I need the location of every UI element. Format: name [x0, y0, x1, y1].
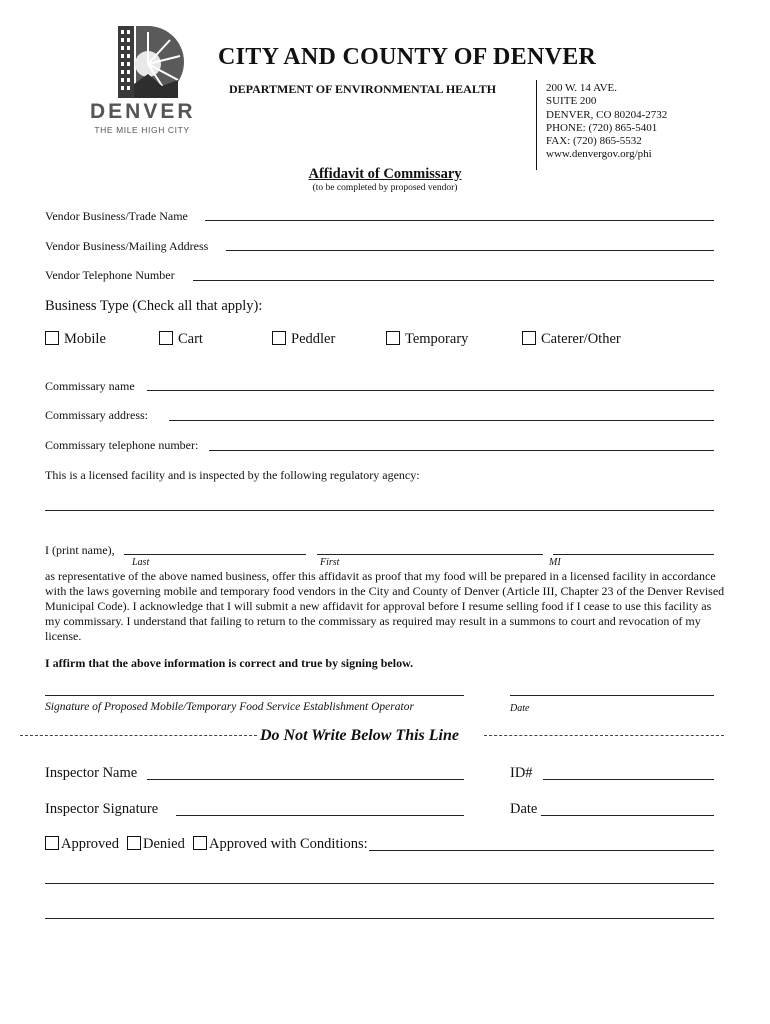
checkbox-label: Approved with Conditions:	[209, 836, 368, 852]
website-link[interactable]: www.denvergov.org/phi	[546, 148, 652, 161]
operator-signature-field[interactable]	[45, 695, 464, 696]
commissary-phone-field[interactable]	[209, 450, 714, 451]
address-line: 200 W. 14 AVE.	[546, 82, 618, 94]
denver-skyline-icon	[90, 24, 194, 102]
checkbox-label: Temporary	[405, 331, 469, 347]
checkbox-box[interactable]	[386, 331, 400, 345]
affirm-statement: I affirm that the above information is correct and true by signing below.	[45, 656, 414, 670]
checkbox-peddler[interactable]	[272, 331, 335, 348]
form-subtitle: (to be completed by proposed vendor)	[312, 183, 458, 193]
checkbox-box[interactable]	[193, 836, 207, 850]
department-address	[546, 82, 667, 162]
commissary-address-label: Commissary address:	[45, 408, 148, 422]
department-name: DEPARTMENT OF ENVIRONMENTAL HEALTH	[229, 82, 497, 96]
commissary-phone-label: Commissary telephone number:	[45, 438, 199, 452]
conditions-line-2[interactable]	[45, 883, 714, 884]
checkbox-label: Cart	[178, 331, 203, 347]
middle-initial-field[interactable]	[553, 554, 714, 555]
checkbox-box[interactable]	[159, 331, 173, 345]
vendor-name-field[interactable]	[205, 220, 714, 221]
conditions-line-3[interactable]	[45, 918, 714, 919]
checkbox-cart[interactable]	[159, 331, 203, 348]
checkbox-box[interactable]	[522, 331, 536, 345]
commissary-name-field[interactable]	[147, 390, 714, 391]
checkbox-box[interactable]	[272, 331, 286, 345]
middle-initial-caption: MI	[549, 557, 561, 568]
logo-wordmark: DENVER	[90, 100, 196, 123]
vendor-phone-field[interactable]	[193, 280, 714, 281]
commissary-address-field[interactable]	[169, 420, 714, 421]
checkbox-temporary[interactable]	[386, 331, 468, 348]
divider-right	[484, 735, 724, 736]
checkbox-label: Mobile	[64, 331, 106, 347]
checkbox-label: Denied	[143, 836, 185, 852]
checkbox-box[interactable]	[45, 836, 59, 850]
inspector-name-field[interactable]	[147, 779, 464, 780]
inspector-signature-label: Inspector Signature	[45, 801, 159, 817]
licensed-facility-text: This is a licensed facility and is inspected by the following regulatory agency:	[45, 468, 420, 482]
checkbox-approved-with-conditions[interactable]	[193, 836, 368, 853]
checkbox-box[interactable]	[127, 836, 141, 850]
inspector-date-field[interactable]	[541, 815, 714, 816]
last-name-caption: Last	[132, 557, 150, 568]
checkbox-mobile[interactable]	[45, 331, 106, 348]
form-title: Affidavit of Commissary	[308, 166, 462, 182]
checkbox-label: Caterer/Other	[541, 331, 621, 347]
inspector-id-label: ID#	[510, 765, 533, 781]
operator-date-field[interactable]	[510, 695, 714, 696]
vendor-address-label: Vendor Business/Mailing Address	[45, 239, 209, 253]
fax-line: FAX: (720) 865-5532	[546, 135, 642, 148]
date-caption: Date	[510, 703, 530, 714]
inspector-signature-field[interactable]	[176, 815, 464, 816]
checkbox-box[interactable]	[45, 331, 59, 345]
last-name-field[interactable]	[124, 554, 306, 555]
business-type-label: Business Type (Check all that apply):	[45, 298, 263, 314]
page-title: CITY AND COUNTY OF DENVER	[218, 44, 597, 70]
vendor-phone-label: Vendor Telephone Number	[45, 268, 175, 282]
vendor-name-label: Vendor Business/Trade Name	[45, 209, 188, 223]
header-divider	[536, 80, 537, 170]
inspector-name-label: Inspector Name	[45, 765, 138, 781]
checkbox-approved[interactable]	[45, 836, 119, 853]
address-line: SUITE 200	[546, 95, 597, 108]
checkbox-denied[interactable]	[127, 836, 185, 853]
print-name-label: I (print name),	[45, 543, 115, 557]
signature-caption: Signature of Proposed Mobile/Temporary Food Service Establishment Operator	[45, 701, 414, 713]
checkbox-label: Approved	[61, 836, 119, 852]
checkbox-caterer-other[interactable]	[522, 331, 621, 348]
logo-tagline: THE MILE HIGH CITY	[94, 125, 190, 135]
do-not-write-heading: Do Not Write Below This Line	[260, 727, 459, 744]
conditions-field[interactable]	[369, 850, 714, 851]
regulatory-agency-field[interactable]	[45, 510, 714, 511]
address-line: DENVER, CO 80204-2732	[546, 108, 668, 121]
inspector-id-field[interactable]	[543, 779, 714, 780]
denver-logo	[90, 24, 194, 136]
divider-left	[20, 735, 257, 736]
first-name-field[interactable]	[317, 554, 543, 555]
commissary-name-label: Commissary name	[45, 379, 135, 393]
affidavit-statement: as representative of the above named business, offer this affidavit as proof that my food will be prepared in a licensed facility in accordance with the laws governing mobile and temporary food vendors in the City and County of Denver (Article III, Chapter 23 of the Denver Revised Municipal Code). I acknowledge that I will submit a new affidavit for approval before I resume selling food if I cease to use this facility as my commissary. I understand that failing to return to the commissary as required may result in a summons to court and revocation of my license.	[45, 569, 725, 643]
inspector-date-label: Date	[510, 801, 538, 817]
phone-line: PHONE: (720) 865-5401	[546, 121, 658, 134]
checkbox-label: Peddler	[291, 331, 336, 347]
vendor-address-field[interactable]	[226, 250, 714, 251]
first-name-caption: First	[320, 557, 340, 568]
